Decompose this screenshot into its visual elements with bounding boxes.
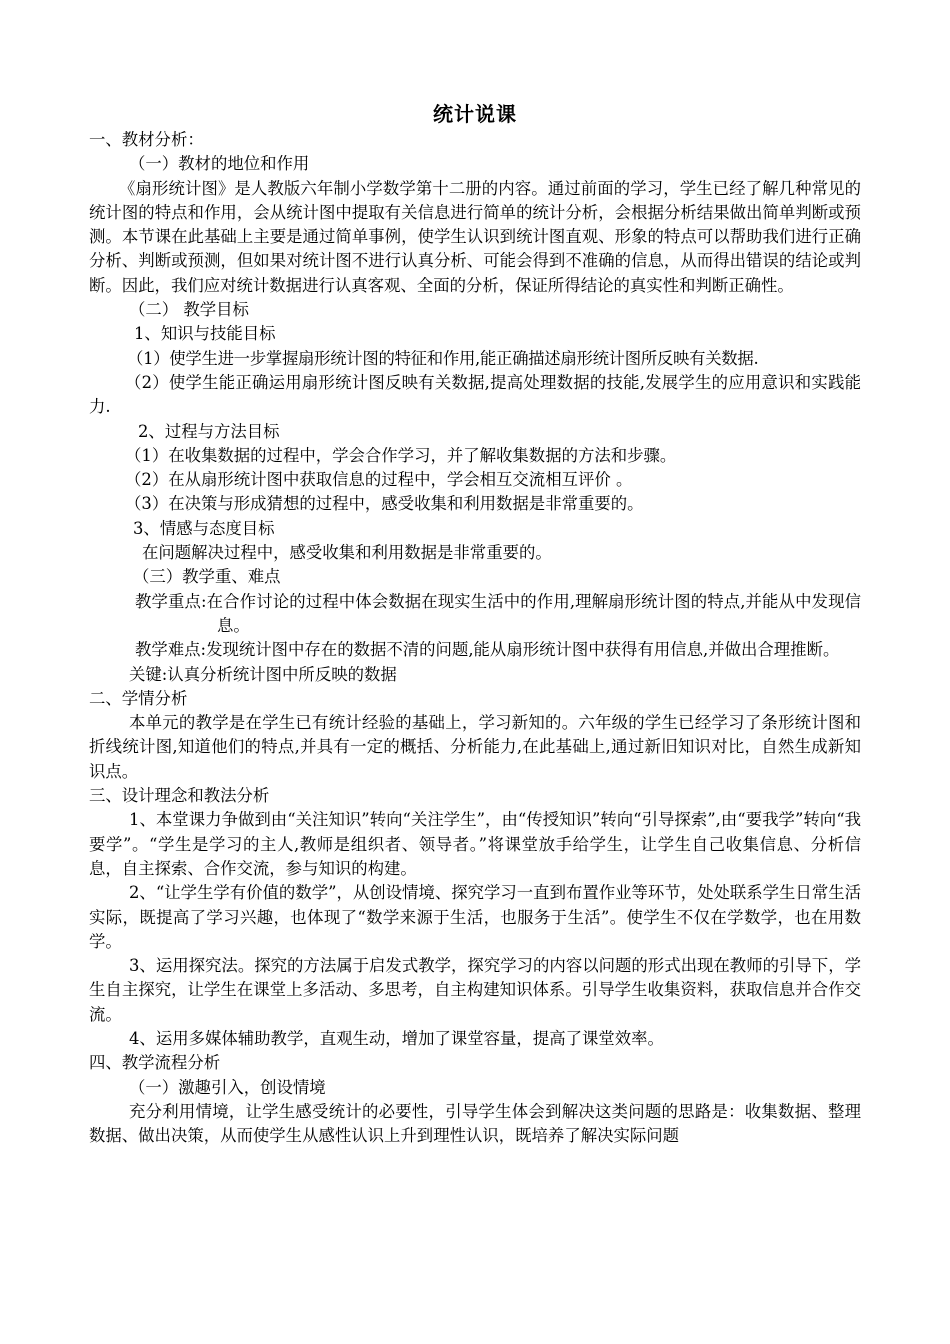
list-item: （1）使学生进一步掌握扇形统计图的特征和作用,能正确描述扇形统计图所反映有关数据.	[127, 348, 759, 368]
subsection-heading: （一）激趣引入，创设情境	[129, 1077, 326, 1097]
subsection-heading: （二） 教学目标	[129, 300, 249, 320]
list-item: （1）在收集数据的过程中，学会合作学习，并了解收集数据的方法和步骤。	[125, 445, 677, 465]
body-paragraph: 2、“让学生学有价值的数学”，从创设情境、探究学习一直到布置作业等环节，处处联系学生日常生活实际，既提高了学习兴趣，也体现了“数学来源于生活，也服务于生活”。使学生不仅在学数学，也在用数学。	[89, 883, 861, 951]
list-heading: 2、过程与方法目标	[138, 421, 280, 441]
section-heading: 四、教学流程分析	[89, 1053, 221, 1073]
document-body	[89, 128, 861, 1148]
subsection-heading: （一）教材的地位和作用	[129, 154, 310, 174]
key-paragraph: 关键:认真分析统计图中所反映的数据	[129, 664, 397, 684]
list-heading: 3、情感与态度目标	[133, 518, 275, 538]
subsection-heading: （三）教学重、难点	[133, 567, 281, 587]
section-heading: 二、学情分析	[89, 688, 188, 708]
body-paragraph: 本单元的教学是在学生已有统计经验的基础上，学习新知的。六年级的学生已经学习了条形统计图和折线统计图,知道他们的特点,并具有一定的概括、分析能力,在此基础上,通过新旧知识对比，自然生成新知识点。	[89, 713, 861, 781]
difficulty-paragraph: 教学难点:发现统计图中存在的数据不清的问题,能从扇形统计图中获得有用信息,并做出合理推断。	[135, 640, 840, 660]
document-title: 统计说课	[433, 102, 517, 126]
body-paragraph: 1、本堂课力争做到由“关注知识”转向“关注学生”，由“传授知识”转向“引导探索”,由“要我学”转向“我要学”。“学生是学习的主人,教师是组织者、领导者。”将课堂放手给学生，让学生自己收集信息、分析信息，自主探索、合作交流，参与知识的构建。	[89, 810, 861, 878]
body-paragraph: 《扇形统计图》是人教版六年制小学数学第十二册的内容。通过前面的学习，学生已经了解几种常见的统计图的特点和作用，会从统计图中提取有关信息进行简单的统计分析，会根据分析结果做出简单判断或预测。本节课在此基础上主要是通过简单事例，使学生认识到统计图直观、形象的特点可以帮助我们进行正确分析、判断或预测，但如果对统计图不进行认真分析、可能会得到不准确的信息，从而得出错误的结论或判断。因此，我们应对统计数据进行认真客观、全面的分析，保证所得结论的真实性和判断正确性。	[89, 178, 861, 295]
body-paragraph: 充分利用情境，让学生感受统计的必要性，引导学生体会到解决这类问题的思路是：收集数据、整理数据、做出决策，从而使学生从感性认识上升到理性认识，既培养了解决实际问题	[89, 1101, 861, 1146]
section-heading: 三、设计理念和教法分析	[89, 786, 270, 806]
list-item: （2）使学生能正确运用扇形统计图反映有关数据,提高处理数据的技能,发展学生的应用意识和实践能力.	[89, 372, 861, 417]
list-heading: 1、知识与技能目标	[134, 324, 276, 344]
list-item: （2）在从扇形统计图中获取信息的过程中，学会相互交流相互评价 。	[125, 470, 633, 490]
body-paragraph: 在问题解决过程中，感受收集和利用数据是非常重要的。	[142, 543, 552, 563]
list-item: （3）在决策与形成猜想的过程中，感受收集和利用数据是非常重要的。	[125, 494, 644, 514]
key-point-paragraph: 教学重点:在合作讨论的过程中体会数据在现实生活中的作用,理解扇形统计图的特点,并能从中发现信息。	[135, 591, 861, 635]
body-paragraph: 4、运用多媒体辅助教学，直观生动，增加了课堂容量，提高了课堂效率。	[129, 1028, 664, 1048]
body-paragraph: 3、运用探究法。探究的方法属于启发式教学，探究学习的内容以问题的形式出现在教师的引导下，学生自主探究，让学生在课堂上多活动、多思考，自主构建知识体系。引导学生收集资料，获取信息并合作交流。	[89, 956, 861, 1024]
section-heading: 一、教材分析：	[89, 130, 204, 149]
